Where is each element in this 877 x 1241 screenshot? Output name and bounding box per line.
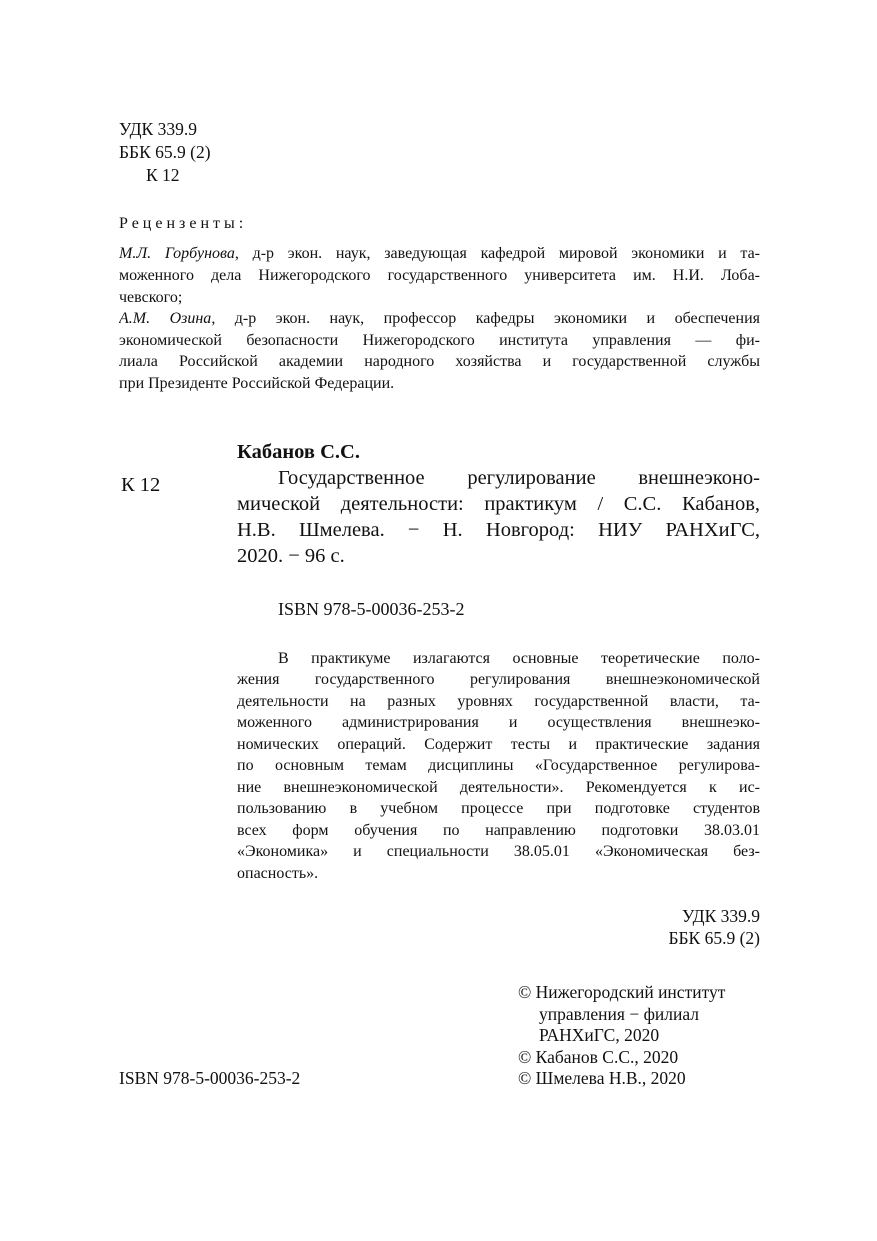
- reviewer-line-3: чевского;: [119, 289, 183, 306]
- annotation-line-7: ние внешнеэкономической деятельности». Рекомендуется к ис-: [237, 779, 760, 796]
- catalog-isbn: ISBN 978-5-00036-253-2: [278, 599, 465, 619]
- reviewer-line-5: экономической безопасности Нижегородского института управления — фи-: [119, 332, 760, 349]
- udk-code: УДК 339.9: [119, 119, 197, 139]
- reviewer-line-7: при Президенте Российской Федерации.: [119, 375, 395, 392]
- copyright-line-4: © Кабанов С.С., 2020: [518, 1047, 679, 1067]
- annotation-line-1: В практикуме излагаются основные теоретические поло-: [278, 650, 760, 667]
- annotation-line-9: всех форм обучения по направлению подготовки 38.03.01: [237, 822, 760, 839]
- annotation-line-10: «Экономика» и специальности 38.05.01 «Экономическая без-: [237, 843, 760, 860]
- catalog-author: Кабанов С.С.: [237, 441, 360, 463]
- reviewers-heading: Рецензенты:: [119, 215, 248, 232]
- reviewer-line-1: М.Л. Горбунова, д-р экон. наук, заведующая кафедрой мировой экономики и та-: [119, 245, 760, 262]
- annotation-line-4: моженного администрирования и осуществления внешнеэко-: [237, 714, 760, 731]
- annotation-line-8: пользованию в учебном процессе при подготовке студентов: [237, 800, 760, 817]
- catalog-title-line-3: Н.В. Шмелева. − Н. Новгород: НИУ РАНХиГС,: [237, 519, 760, 541]
- bottom-isbn: ISBN 978-5-00036-253-2: [119, 1068, 301, 1088]
- copyright-line-1: © Нижегородский институт: [518, 982, 726, 1002]
- catalog-title-line-4: 2020. − 96 с.: [237, 545, 345, 567]
- copyright-line-3: РАНХиГС, 2020: [539, 1025, 660, 1045]
- bottom-bbk-code: ББК 65.9 (2): [668, 928, 760, 948]
- copyright-line-2: управления − филиал: [539, 1004, 700, 1024]
- copyright-line-5: © Шмелева Н.В., 2020: [518, 1068, 686, 1088]
- annotation-line-3: деятельности на разных уровнях государственной власти, та-: [237, 693, 760, 710]
- annotation-line-2: жения государственного регулирования внешнеэкономической: [237, 671, 760, 688]
- catalog-title-line-2: мической деятельности: практикум / С.С. Кабанов,: [237, 493, 760, 515]
- annotation-line-5: номических операций. Содержит тесты и практические задания: [237, 736, 760, 753]
- annotation-line-6: по основным темам дисциплины «Государственное регулирова-: [237, 757, 760, 774]
- author-mark: К 12: [146, 165, 180, 185]
- bbk-code: ББК 65.9 (2): [119, 142, 211, 162]
- annotation-line-11: опасность».: [237, 865, 319, 882]
- reviewer-line-2: моженного дела Нижегородского государственного университета им. Н.И. Лоба-: [119, 267, 760, 284]
- catalog-title-line-1: Государственное регулирование внешнеэконо-: [278, 467, 760, 489]
- reviewer-line-6: лиала Российской академии народного хозяйства и государственной службы: [119, 353, 760, 370]
- bottom-udk-code: УДК 339.9: [682, 906, 760, 926]
- reviewer-line-4: А.М. Озина, д-р экон. наук, профессор кафедры экономики и обеспечения: [119, 310, 760, 327]
- catalog-mark: К 12: [121, 474, 161, 496]
